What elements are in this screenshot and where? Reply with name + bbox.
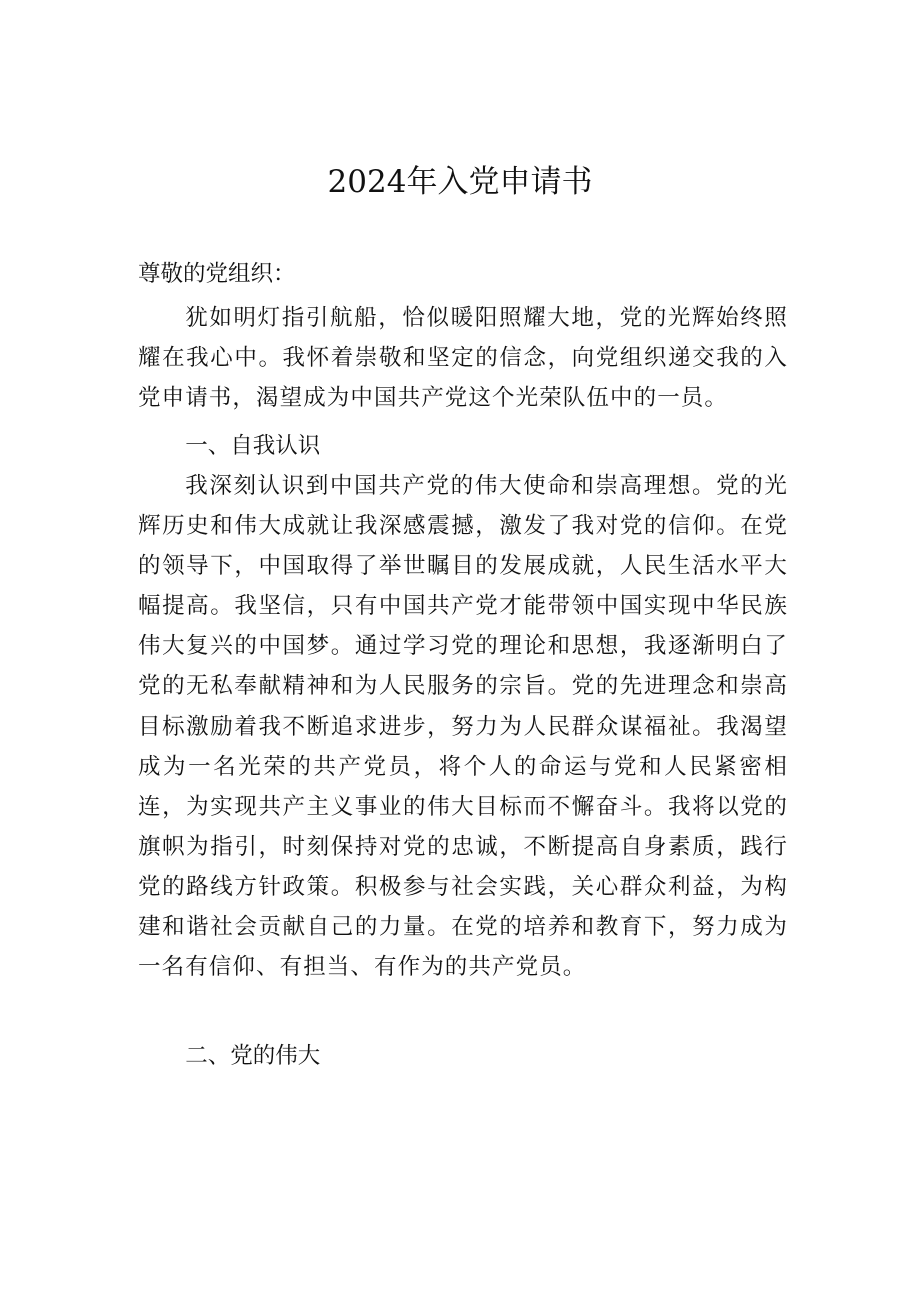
intro-block	[138, 298, 788, 418]
section-2	[138, 1036, 788, 1076]
section-1-paragraph: 我深刻认识到中国共产党的伟大使命和崇高理想。党的光辉历史和伟大成就让我深感震撼，激发了我对党的信仰。在党的领导下，中国取得了举世瞩目的发展成就，人民生活水平大幅提高。我坚信，只有中国共产党才能带领中国实现中华民族伟大复兴的中国梦。通过学习党的理论和思想，我逐渐明白了党的无私奉献精神和为人民服务的宗旨。党的先进理念和崇高目标激励着我不断追求进步，努力为人民群众谋福祉。我渴望成为一名光荣的共产党员，将个人的命运与党和人民紧密相连，为实现共产主义事业的伟大目标而不懈奋斗。我将以党的旗帜为指引，时刻保持对党的忠诚，不断提高自身素质，践行党的路线方针政策。积极参与社会实践，关心群众利益，为构建和谐社会贡献自己的力量。在党的培养和教育下，努力成为一名有信仰、有担当、有作为的共产党员。	[138, 473, 788, 981]
salutation: 尊敬的党组织：	[138, 261, 296, 287]
section-2-heading: 二、党的伟大	[185, 1043, 321, 1069]
section-1	[138, 426, 788, 987]
intro-paragraph: 犹如明灯指引航船，恰似暖阳照耀大地，党的光辉始终照耀在我心中。我怀着崇敬和坚定的信念，向党组织递交我的入党申请书，渴望成为中国共产党这个光荣队伍中的一员。	[138, 305, 788, 412]
document-title: 2024年入党申请书	[327, 164, 593, 200]
section-1-heading: 一、自我认识	[185, 433, 321, 459]
